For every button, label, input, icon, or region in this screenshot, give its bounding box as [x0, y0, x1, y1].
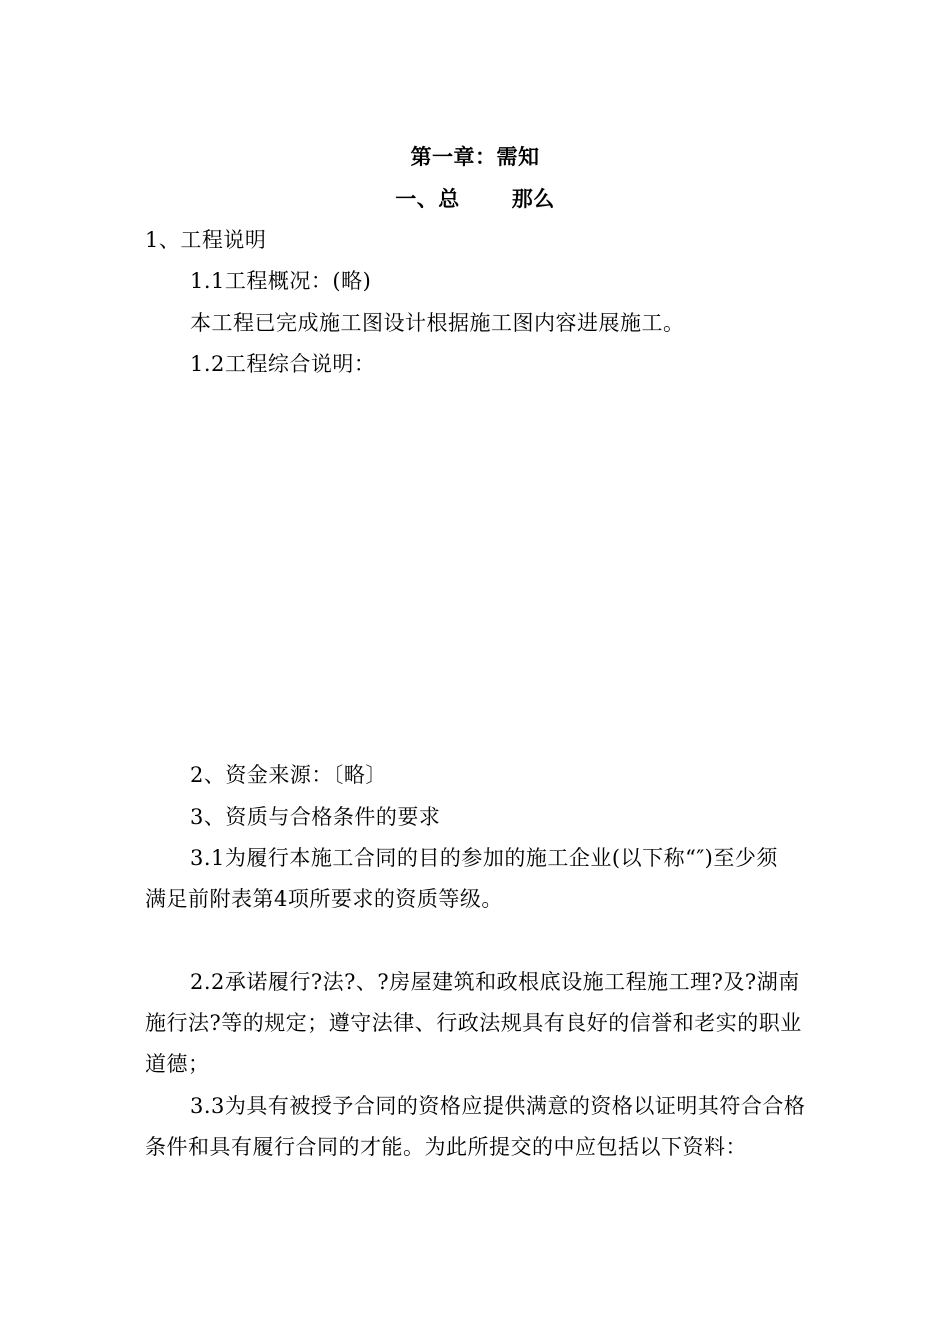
paragraph-line: 满足前附表第4项所要求的资质等级。: [145, 887, 503, 911]
paragraph-line: 施行法?等的规定；遵守法律、行政法规具有良好的信誉和老实的职业: [145, 1011, 802, 1035]
paragraph-line: 条件和具有履行合同的才能。为此所提交的中应包括以下资料：: [145, 1135, 747, 1159]
paragraph-line: 3.3为具有被授予合同的资格应提供满意的资格以证明其符合合格: [190, 1094, 806, 1118]
paragraph-line: 3.1为履行本施工合同的目的参加的施工企业(以下称“″)至少须: [190, 846, 778, 870]
paragraph-line: 1.1工程概况：(略): [190, 269, 372, 293]
chapter-title: 第一章：需知: [410, 145, 540, 169]
section-title-right: 那么: [511, 187, 555, 211]
paragraph-line: 道德；: [145, 1052, 210, 1076]
paragraph-line: 本工程已完成施工图设计根据施工图内容进展施工。: [190, 311, 685, 335]
paragraph-line: 2、资金来源：〔略〕: [190, 763, 387, 787]
paragraph-line: 1.2工程综合说明：: [190, 352, 376, 376]
paragraph-line: 2.2承诺履行?法?、?房屋建筑和政根底设施工程施工理?及?湖南: [190, 970, 800, 994]
section-title-left: 一、总: [395, 187, 460, 211]
section-title: [0, 184, 950, 214]
paragraph-line: 3、资质与合格条件的要求: [190, 805, 441, 829]
paragraph-line: 1、工程说明: [145, 228, 267, 252]
